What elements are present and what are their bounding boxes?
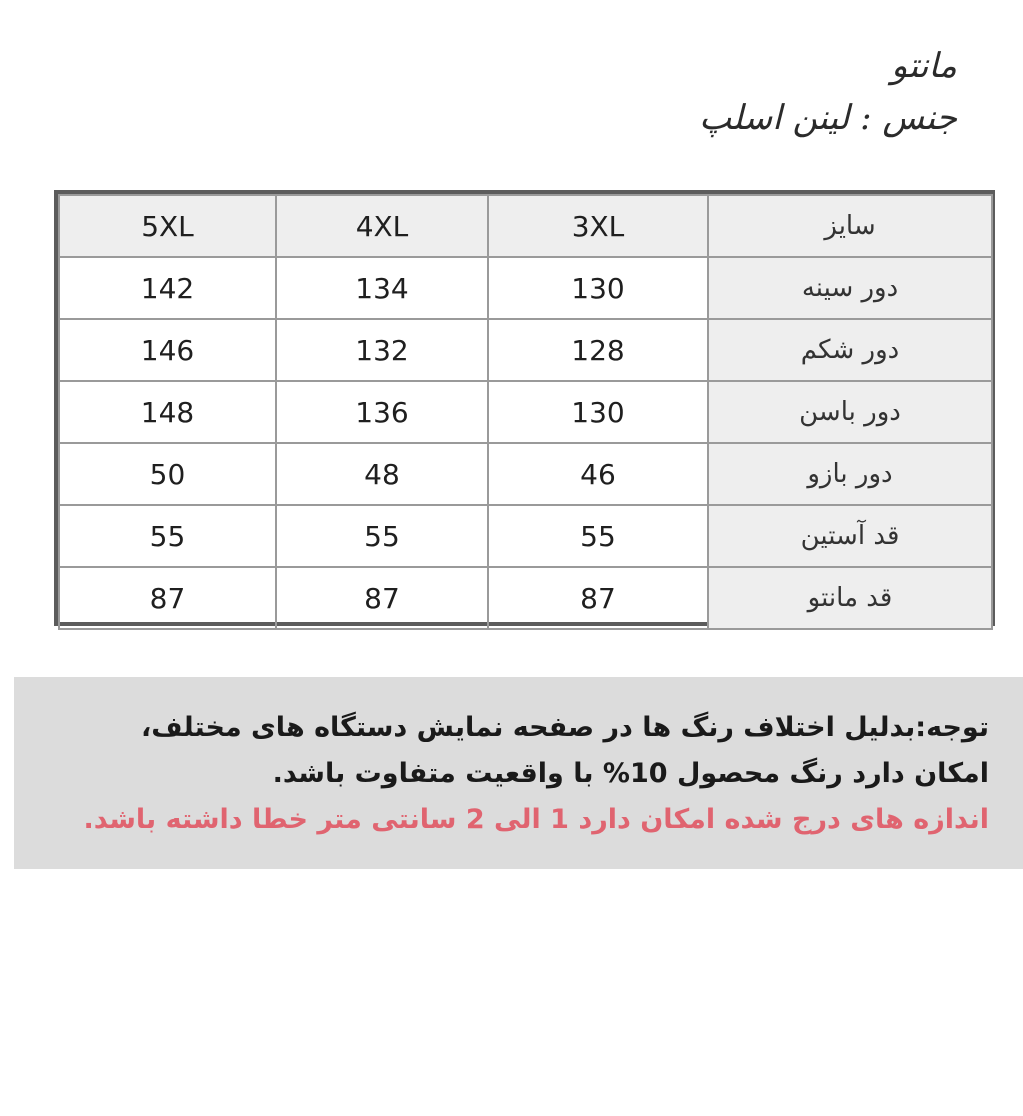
table-cell: 50 [59,443,276,505]
header-size-4xl: 4XL [276,195,488,257]
header-size-label: سایز [708,195,992,257]
table-row [59,319,992,381]
table-cell: 130 [488,257,708,319]
table-cell: 134 [276,257,488,319]
row-label: دور سینه [708,257,992,319]
table-row [59,381,992,443]
table-row [59,567,992,629]
table-cell: 87 [276,567,488,629]
row-label: قد آستین [708,505,992,567]
table-cell: 146 [59,319,276,381]
notice-box [14,677,1023,869]
product-title: مانتو [891,46,957,86]
table-cell: 46 [488,443,708,505]
color-disclaimer-line-2: امکان دارد رنگ محصول 10% با واقعیت متفاوت باشد. [272,758,989,789]
table-cell: 142 [59,257,276,319]
table-cell: 87 [488,567,708,629]
header-size-5xl: 5XL [59,195,276,257]
title-block [257,40,957,144]
table-cell: 55 [59,505,276,567]
color-disclaimer-line-1: توجه:بدلیل اختلاف رنگ ها در صفحه نمایش دستگاه های مختلف، [141,712,989,743]
size-chart [54,190,995,626]
row-label: دور بازو [708,443,992,505]
measurement-tolerance-note: اندازه های درج شده امکان دارد 1 الی 2 سانتی متر خطا داشته باشد. [83,804,989,835]
table-row [59,505,992,567]
table-row [59,443,992,505]
table-cell: 136 [276,381,488,443]
table-cell: 148 [59,381,276,443]
row-label: دور شکم [708,319,992,381]
table-row [59,257,992,319]
table-cell: 55 [488,505,708,567]
row-label: دور باسن [708,381,992,443]
header-size-3xl: 3XL [488,195,708,257]
table-cell: 87 [59,567,276,629]
table-cell: 130 [488,381,708,443]
table-header-row [59,195,992,257]
table-cell: 55 [276,505,488,567]
table-cell: 48 [276,443,488,505]
row-label: قد مانتو [708,567,992,629]
table-cell: 132 [276,319,488,381]
table-cell: 128 [488,319,708,381]
size-table [58,194,993,630]
material-line: جنس : لینن اسلپ [699,98,957,138]
